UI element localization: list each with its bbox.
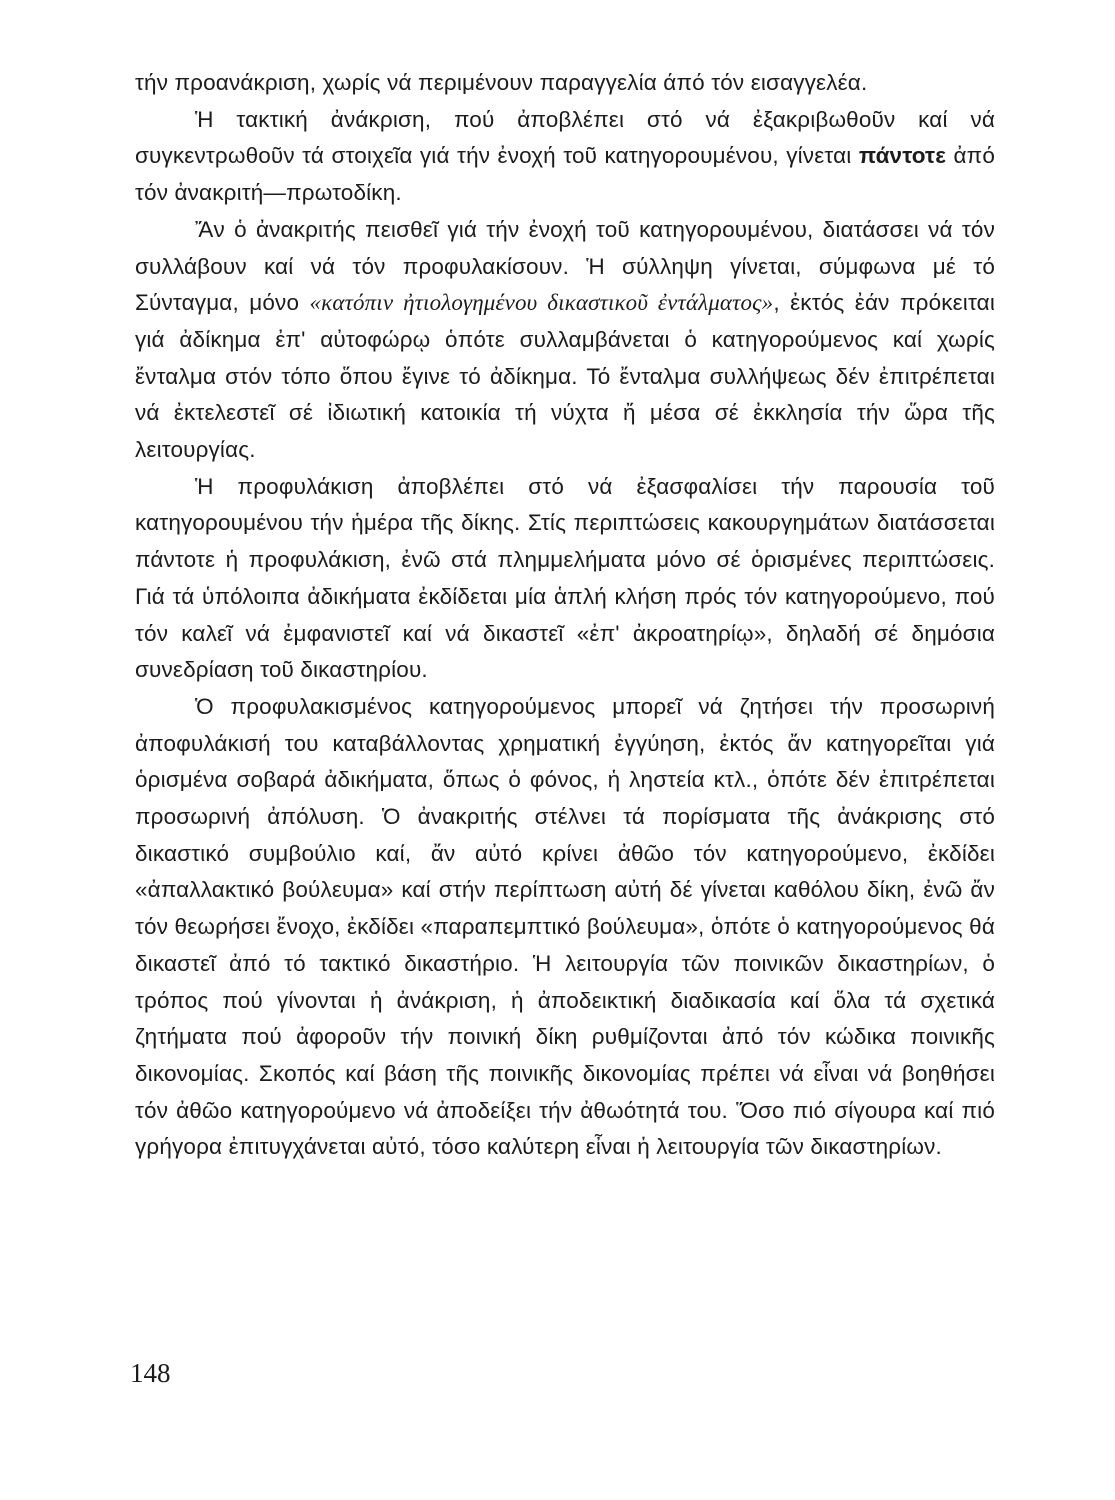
page-number: 148 (130, 1358, 171, 1388)
paragraph-provisional-release: Ὁ προφυλακισμένος κατηγορούμενος μπορεῖ νά ζητήσει τήν προσωρινή ἀποφυλάκισή του καταβάλλοντας χρηματική ἐγγύηση, ἐκτός ἄν κατηγορεῖται γιά ὁρισμένα σοβαρά ἀδικήματα, ὅπως ὁ φόνος, ἡ ληστεία κτλ., ὁπότε δέν ἐπιτρέπεται προσωρινή ἀπόλυση. Ὁ ἀνακριτής στέλνει τά πορίσματα τῆς ἀνάκρισης στό δικαστικό συμβούλιο καί, ἄν αὐτό κρίνει ἀθῶο τόν κατηγορούμενο, ἐκδίδει «ἀπαλλακτικό βούλευμα» καί στήν περίπτωση αὐτή δέ γίνεται καθόλου δίκη, ἐνῶ ἄν τόν θεωρήσει ἔνοχο, ἐκδίδει «παραπεμπτικό βούλευμα», ὁπότε ὁ κατηγορούμενος θά δικαστεῖ ἀπό τό τακτικό δικαστήριο. Ἡ λειτουργία τῶν ποινικῶν δικαστηρίων, ὁ τρόπος πού γίνονται ἡ ἀνάκριση, ἡ ἀποδεικτική διαδικασία καί ὅλα τά σχετικά ζητήματα πού ἀφοροῦν τήν ποινική δίκη ρυθμίζονται ἀπό τόν κώδικα ποινικῆς δικονομίας. Σκοπός καί βάση τῆς ποινικῆς δικονομίας πρέπει νά εἶναι νά βοηθήσει τόν ἀθῶο κατηγορούμενο νά ἀποδείξει τήν ἀθωότητά του. Ὅσο πιό σίγουρα καί πιό γρήγορα ἐπιτυγχάνεται αὐτό, τόσο καλύτερη εἶναι ἡ λειτουργία τῶν δικαστηρίων. (135, 693, 995, 1160)
body-text (135, 65, 995, 1166)
paragraph-continuation: τήν προανάκριση, χωρίς νά περιμένουν παραγγελία άπό τόν εισαγγελέα. (135, 70, 868, 95)
paragraph-arrest (135, 212, 995, 469)
constitution-quote: «κατόπιν ἠτιολογημένου δικαστικοῦ ἐντάλματος» (309, 290, 774, 316)
paragraph-text: ἀπό τόν ἀνακριτή—πρωτοδίκη. (135, 143, 995, 206)
paragraph-text: Ἄν ὁ ἀνακριτής πεισθεῖ γιά τήν ἐνοχή τοῦ κατηγορουμένου, διατάσσει νά τόν συλλάβουν καί νά τόν προφυλακίσουν. Ἡ σύλληψη γίνεται, σύμφωνα μέ τό Σύνταγμα, μόνο (135, 216, 995, 316)
paragraph-text: , ἐκτός ἐάν πρόκειται γιά ἀδίκημα ἐπ' αὐτοφώρῳ ὁπότε συλλαμβάνεται ὁ κατηγορούμενος καί χωρίς ἔνταλμα στόν τόπο ὅπου ἔγινε τό ἀδίκημα. Τό ἔνταλμα συλλήψεως δέν ἐπιτρέπεται νά ἐκτελεστεῖ σέ ἰδιωτική κατοικία τή νύχτα ἤ μέσα σέ ἐκκλησία τήν ὥρα τῆς λειτουργίας. (135, 290, 995, 463)
paragraph-text: Ἡ τακτική ἀνάκριση, πού ἀποβλέπει στό νά ἐξακριβωθοῦν καί νά συγκεντρωθοῦν τά στοιχεῖα γιά τήν ἐνοχή τοῦ κατηγορουμένου, γίνεται (135, 106, 995, 169)
paragraph-regular-investigation (135, 102, 995, 212)
emphasis-always: πάντοτε (858, 143, 947, 169)
paragraph-pretrial-detention: Ἡ προφυλάκιση ἀποβλέπει στό νά ἐξασφαλίσει τήν παρουσία τοῦ κατηγορουμένου τήν ἡμέρα τῆς δίκης. Στίς περιπτώσεις κακουργημάτων διατάσσεται πάντοτε ἡ προφυλάκιση, ἐνῶ στά πλημμελήματα μόνο σέ ὁρισμένες περιπτώσεις. Γιά τά ὑπόλοιπα ἀδικήματα ἐκδίδεται μία ἁπλή κλήση πρός τόν κατηγορούμενο, πού τόν καλεῖ νά ἐμφανιστεῖ καί νά δικαστεῖ «ἐπ' ἀκροατηρίῳ», δηλαδή σέ δημόσια συνεδρίαση τοῦ δικαστηρίου. (135, 473, 995, 683)
